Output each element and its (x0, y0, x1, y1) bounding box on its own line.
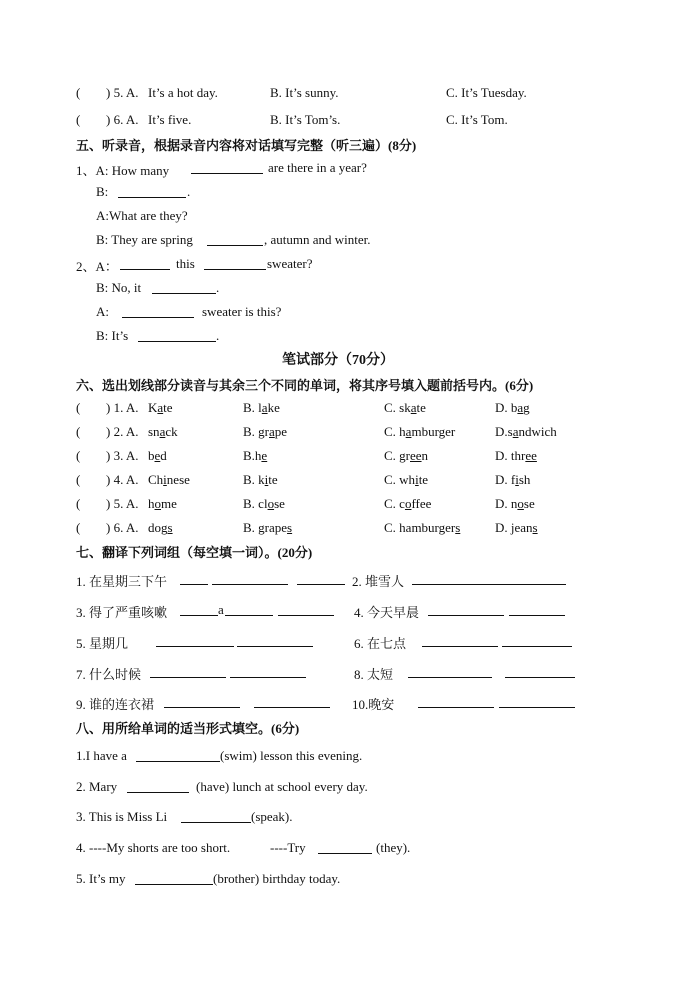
blank-field[interactable] (225, 603, 273, 616)
underlined-letters: a (512, 424, 519, 439)
word-part: se (523, 496, 535, 511)
option-a (148, 472, 190, 488)
option-a (148, 448, 167, 464)
word-part: mburger (411, 424, 456, 439)
word-part: C. sk (384, 400, 411, 415)
blank-field[interactable] (127, 780, 189, 793)
dialog-line: B: It’s (96, 328, 129, 343)
word-part: D. jean (495, 520, 533, 535)
word-part: ck (165, 424, 178, 439)
underlined-letters: a (405, 424, 412, 439)
fill-question: (speak). (251, 809, 293, 824)
punctuation: . (187, 184, 191, 199)
option-a (148, 424, 178, 440)
underlined-letters: a (410, 400, 417, 415)
blank-field[interactable] (120, 257, 170, 270)
underlined-letters: i (415, 472, 419, 487)
underlined-letters: i (163, 472, 167, 487)
word-part: D. n (495, 496, 518, 511)
underlined-letters: ee (410, 448, 422, 463)
blank-field[interactable] (122, 305, 194, 318)
word-part: n (421, 448, 429, 463)
punctuation: . (216, 328, 220, 343)
word-part: te (418, 472, 429, 487)
speaker-label: A: (96, 304, 109, 319)
option-b: B. It’s Tom’s. (270, 112, 341, 127)
blank-field[interactable] (297, 572, 345, 585)
option-a: It’s a hot day. (148, 85, 218, 100)
section-7-heading: 七、翻译下列词组（每空填一词）。(20分) (76, 545, 313, 560)
fill-question: (they). (376, 840, 411, 855)
underlined-letters: s (167, 520, 173, 535)
word-part: D. b (495, 400, 518, 415)
dialog-line: , autumn and winter. (264, 232, 371, 247)
option-c (384, 424, 455, 440)
translation-item: 6. 在七点 (354, 636, 407, 651)
word-part: te (163, 400, 173, 415)
translation-word: a (218, 602, 224, 617)
written-part-title: 笔试部分（70分） (282, 353, 394, 368)
fill-question: ----Try (270, 840, 306, 855)
fill-question: 5. It’s my (76, 871, 126, 886)
blank-field[interactable] (180, 572, 208, 585)
word-part: h (148, 496, 155, 511)
translation-item: 3. 得了严重咳嗽 (76, 605, 168, 620)
dialog-line: 1、A: How many (76, 163, 170, 178)
blank-field[interactable] (254, 695, 330, 708)
answer-bracket[interactable]: ( (76, 496, 81, 511)
answer-bracket[interactable]: ( (76, 112, 81, 127)
word-part: pe (274, 424, 288, 439)
underlined-letters: i (264, 472, 269, 487)
word-part: g (523, 400, 530, 415)
option-d (495, 424, 557, 440)
option-d (495, 472, 530, 488)
word-part: B. k (243, 472, 265, 487)
option-b (243, 448, 267, 464)
blank-field[interactable] (318, 841, 372, 854)
option-a: It’s five. (148, 112, 192, 127)
word-part: sh (518, 472, 531, 487)
translation-item: 9. 谁的连衣裙 (76, 697, 155, 712)
underlined-letters: a (159, 424, 166, 439)
blank-field[interactable] (499, 695, 575, 708)
word-part: D. f (495, 472, 516, 487)
translation-item: 1. 在星期三下午 (76, 574, 168, 589)
dialog-line: are there in a year? (268, 160, 367, 175)
underlined-letters: o (517, 496, 524, 511)
speaker-label: B: (96, 184, 109, 199)
blank-field[interactable] (152, 281, 216, 294)
word-part: D. thr (495, 448, 526, 463)
blank-field[interactable] (230, 665, 306, 678)
underlined-letters: s (532, 520, 538, 535)
option-c: C. It’s Tuesday. (446, 85, 527, 100)
word-part: nese (166, 472, 190, 487)
option-c (384, 496, 431, 512)
underlined-letters: a (517, 400, 524, 415)
question-number: ) 2. A. (106, 424, 139, 439)
blank-field[interactable] (136, 749, 220, 762)
word-part: te (416, 400, 426, 415)
underlined-letters: i (515, 472, 519, 487)
word-part: C. hamburger (384, 520, 456, 535)
translation-item: 7. 什么时候 (76, 667, 142, 682)
blank-field[interactable] (138, 329, 216, 342)
fill-question: 4. ----My shorts are too short. (76, 840, 231, 855)
translation-item: 8. 太短 (354, 667, 394, 682)
option-c (384, 448, 428, 464)
answer-bracket[interactable]: ( (76, 448, 81, 463)
word-part: C. gr (384, 448, 410, 463)
word-part: D.s (495, 424, 513, 439)
blank-field[interactable] (418, 695, 494, 708)
option-c (384, 472, 428, 488)
option-c: C. It’s Tom. (446, 112, 508, 127)
word-part: b (148, 448, 155, 463)
answer-bracket[interactable]: ( (76, 472, 81, 487)
translation-item: 2. 堆雪人 (352, 574, 405, 589)
word-part: B. grape (243, 520, 288, 535)
underlined-letters: a (269, 424, 275, 439)
question-number: ) 5. A. (106, 85, 139, 100)
word-part: ffee (411, 496, 432, 511)
word-part: me (161, 496, 177, 511)
underlined-letters: a (261, 400, 268, 415)
section-5-heading: 五、听录音，根据录音内容将对话填写完整（听三遍）(8分) (76, 138, 417, 153)
word-part: C. c (384, 496, 405, 511)
word-part: B. cl (243, 496, 268, 511)
fill-question: (have) lunch at school every day. (196, 779, 368, 794)
blank-field[interactable] (118, 185, 186, 198)
punctuation: . (216, 280, 220, 295)
fill-question: (swim) lesson this evening. (220, 748, 363, 763)
blank-field[interactable] (150, 665, 226, 678)
answer-bracket[interactable]: ( (76, 400, 81, 415)
blank-field[interactable] (156, 634, 234, 647)
word-part: B. l (243, 400, 262, 415)
word-part: ndwich (518, 424, 557, 439)
answer-bracket[interactable]: ( (76, 85, 81, 100)
section-6-heading: 六、选出划线部分读音与其余三个不同的单词，将其序号填入题前括号内。(6分) (76, 378, 534, 393)
blank-field[interactable] (191, 161, 263, 174)
option-d (495, 496, 535, 512)
answer-bracket[interactable]: ( (76, 520, 81, 535)
option-b (243, 520, 292, 536)
dialog-line: B: No, it (96, 280, 142, 295)
blank-field[interactable] (135, 872, 213, 885)
dialog-line: sweater is this? (202, 304, 282, 319)
underlined-letters: e (154, 448, 161, 463)
fill-question: 3. This is Miss Li (76, 809, 168, 824)
dialog-line: this (176, 256, 195, 271)
blank-field[interactable] (505, 665, 575, 678)
underlined-letters: o (154, 496, 161, 511)
blank-field[interactable] (408, 665, 492, 678)
option-c (384, 400, 426, 416)
option-a (148, 400, 173, 416)
option-b (243, 400, 280, 416)
answer-bracket[interactable]: ( (76, 424, 81, 439)
blank-field[interactable] (212, 572, 288, 585)
section-8-heading: 八、用所给单词的适当形式填空。(6分) (76, 721, 300, 736)
question-number: ) 1. A. (106, 400, 139, 415)
word-part: Ch (148, 472, 164, 487)
blank-field[interactable] (422, 634, 498, 647)
word-part: se (274, 496, 285, 511)
underlined-letters: ee (525, 448, 537, 463)
word-part: B.h (243, 448, 262, 463)
option-b (243, 472, 278, 488)
underlined-letters: e (261, 448, 268, 463)
question-number: ) 3. A. (106, 448, 139, 463)
dialog-line: A:What are they? (96, 208, 188, 223)
blank-field[interactable] (207, 233, 263, 246)
blank-field[interactable] (502, 634, 572, 647)
option-d (495, 448, 537, 464)
fill-question: (brother) birthday today. (213, 871, 341, 886)
blank-field[interactable] (278, 603, 334, 616)
question-number: ) 5. A. (106, 496, 139, 511)
blank-field[interactable] (237, 634, 313, 647)
word-part: d (160, 448, 167, 463)
word-part: sn (148, 424, 160, 439)
blank-field[interactable] (428, 603, 504, 616)
dialog-line: B: They are spring (96, 232, 193, 247)
option-b: B. It’s sunny. (270, 85, 339, 100)
blank-field[interactable] (181, 810, 251, 823)
option-b (243, 496, 285, 512)
option-d (495, 520, 538, 536)
word-part: K (148, 400, 158, 415)
blank-field[interactable] (204, 257, 266, 270)
blank-field[interactable] (164, 695, 240, 708)
word-part: C. h (384, 424, 406, 439)
word-part: dog (148, 520, 168, 535)
blank-field[interactable] (509, 603, 565, 616)
translation-item: 5. 星期几 (76, 636, 129, 651)
underlined-letters: a (157, 400, 164, 415)
translation-item: 10.晚安 (352, 697, 395, 712)
option-b (243, 424, 287, 440)
dialog-line: sweater? (267, 256, 313, 271)
option-c (384, 520, 460, 536)
word-part: B. gr (243, 424, 269, 439)
word-part: C. wh (384, 472, 416, 487)
translation-item: 4. 今天早晨 (354, 605, 420, 620)
underlined-letters: o (267, 496, 275, 511)
word-part: te (268, 472, 278, 487)
underlined-letters: o (404, 496, 412, 511)
option-d (495, 400, 530, 416)
word-part: ke (267, 400, 280, 415)
blank-field[interactable] (412, 572, 566, 585)
dialog-line: 2、A： (76, 259, 118, 274)
underlined-letters: s (287, 520, 293, 535)
option-a (148, 496, 177, 512)
question-number: ) 4. A. (106, 472, 139, 487)
fill-question: 1.I have a (76, 748, 127, 763)
question-number: ) 6. A. (106, 112, 139, 127)
underlined-letters: s (455, 520, 461, 535)
blank-field[interactable] (180, 603, 218, 616)
option-a (148, 520, 173, 536)
question-number: ) 6. A. (106, 520, 139, 535)
fill-question: 2. Mary (76, 779, 118, 794)
